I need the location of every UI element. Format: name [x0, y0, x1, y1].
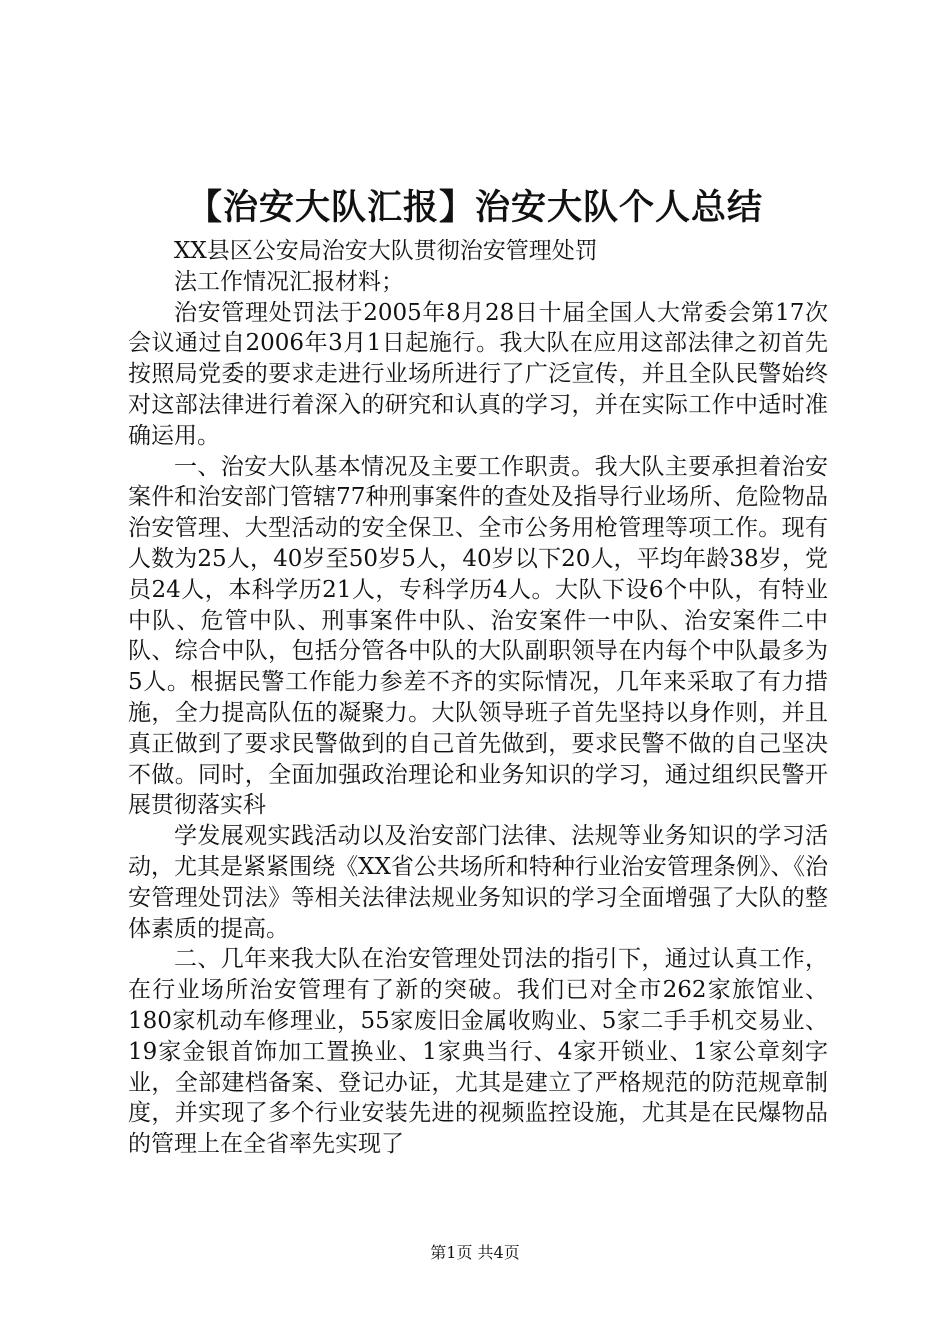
paragraph-law-overview: 治安管理处罚法于2005年8月28日十届全国人大常委会第17次会议通过自2006年3月1日起施行。我大队在应用这部法律之初首先按照局党委的要求走进行业场所进行了广泛宣传，并且全队民警始终对这部法律进行着深入的研究和认真的学习，并在实际工作中适时准确运用。 — [128, 299, 828, 449]
paragraph-study-activities: 学发展观实践活动以及治安部门法律、法规等业务知识的学习活动，尤其是紧紧围绕《XX省公共场所和特种行业治安管理条例》、《治安管理处罚法》等相关法律法规业务知识的学习全面增强了大队的整体素质的提高。 — [128, 823, 828, 942]
document-title: 【治安大队汇报】治安大队个人总结 — [186, 187, 763, 228]
intro-heading — [128, 236, 828, 298]
intro-line: 法工作情况汇报材料； — [174, 268, 404, 295]
page-footer: 第1页 共4页 — [430, 1243, 520, 1262]
paragraph-basic-info: 一、治安大队基本情况及主要工作职责。我大队主要承担着治安案件和治安部门管辖77种刑事案件的查处及指导行业场所、危险物品治安管理、大型活动的安全保卫、全市公务用枪管理等项工作。现有人数为25人，40岁至50岁5人，40岁以下20人，平均年龄38岁，党员24人，本科学历21人，专科学历4人。大队下设6个中队，有特业中队、危管中队、刑事案件中队、治安案件一中队、治安案件二中队、综合中队，包括分管各中队的大队副职领导在内每个中队最多为5人。根据民警工作能力参差不齐的实际情况，几年来采取了有力措施，全力提高队伍的凝聚力。大队领导班子首先坚持以身作则，并且真正做到了要求民警做到的自己首先做到，要求民警不做的自己坚决不做。同时，全面加强政治理论和业务知识的学习，通过组织民警开展贯彻落实科 — [128, 453, 828, 819]
intro-line: XX县区公安局治安大队贯彻治安管理处罚 — [174, 238, 598, 264]
paragraph-industry-management: 二、几年来我大队在治安管理处罚法的指引下，通过认真工作，在行业场所治安管理有了新的突破。我们已对全市262家旅馆业、180家机动车修理业，55家废旧金属收购业、5家二手手机交易业、19家金银首饰加工置换业、1家典当行、4家开锁业、1家公章刻字业，全部建档备案、登记办证，尤其是建立了严格规范的防范规章制度，并实现了多个行业安装先进的视频监控设施，尤其是在民爆物品的管理上在全省率先实现了 — [128, 946, 828, 1158]
document-body — [128, 236, 828, 1160]
